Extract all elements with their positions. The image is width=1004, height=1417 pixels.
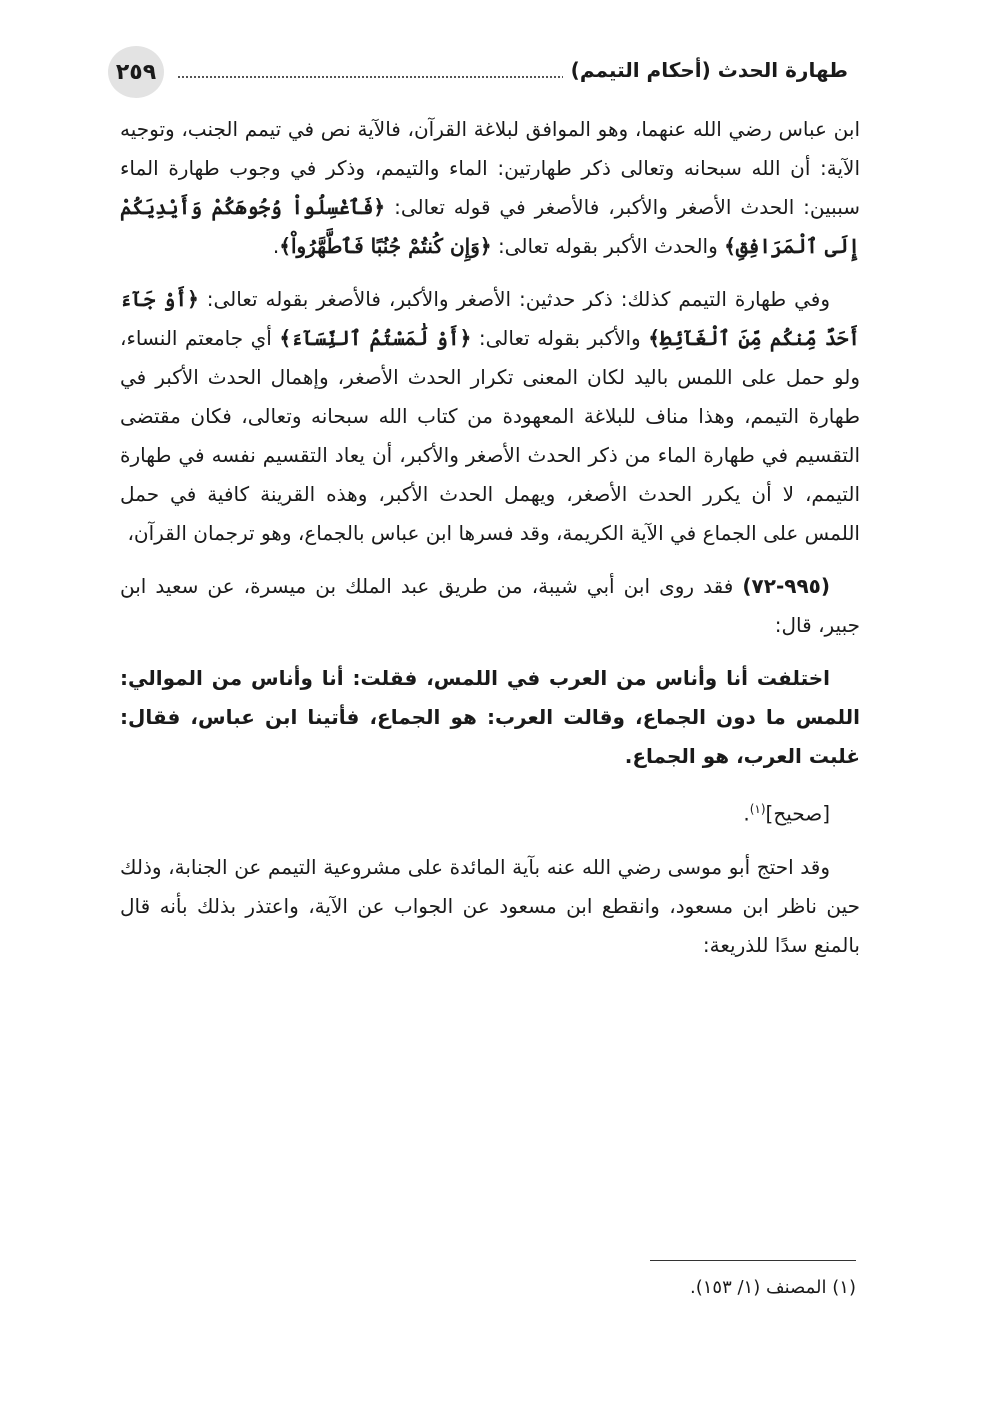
page-number: ٢٥٩ (108, 46, 164, 98)
grading-end: . (743, 801, 750, 826)
page-header (108, 46, 848, 98)
paragraph-3 (120, 567, 860, 645)
running-title: طهارة الحدث (أحكام التيمم) (563, 58, 848, 82)
main-text (120, 110, 860, 979)
paragraph-1-text: ابن عباس رضي الله عنهما، وهو الموافق لبلاغة القرآن، فالآية نص في تيمم الجنب، وتوجيه الآية: أن الله سبحانه وتعالى ذكر طهارتين: الماء والتيمم، وذكر في وجوب طهارة الماء سببين: الحدث الأصغر والأكبر، فالأصغر في قوله تعالى: (120, 117, 860, 219)
paragraph-1-end: . (272, 234, 280, 258)
footnote-text: المصنف (١/ ١٥٣). (689, 1277, 827, 1298)
paragraph-1 (120, 110, 860, 266)
quran-quote: ﴿وَإِن كُنتُمْ جُنُبًا فَٱطَّهَّرُواْ﴾ (279, 234, 492, 258)
paragraph-2-mid: والأكبر بقوله تعالى: (478, 326, 641, 350)
paragraph-1-mid: والحدث الأكبر بقوله تعالى: (497, 234, 718, 258)
hadith-number: (٩٩٥-٧٢) (742, 574, 831, 598)
hadith-text: اختلفت أنا وأناس من العرب في اللمس، فقلت: أنا وأناس من الموالي: اللمس ما دون الجماع، وقالت العرب: هو الجماع، فأتينا ابن عباس، فقال: غلبت العرب، هو الجماع. (120, 666, 860, 768)
paragraph-2-rest: أي جامعتم النساء، ولو حمل على اللمس باليد لكان المعنى تكرار الحدث الأصغر، وإهمال الحدث الأكبر في طهارة التيمم، وهذا مناف للبلاغة المعهودة من كتاب الله سبحانه وتعالى، فكان مقتضى التقسيم في طهارة الماء من ذكر الحدث الأصغر والأكبر، أن يعاد التقسيم نفسه في طهارة التيمم، لا أن يكرر الحدث الأصغر، ويهمل الحدث الأكبر، وهذه القرينة كافية في حمل اللمس على الجماع في الآية الكريمة، وقد فسرها ابن عباس بالجماع، وهو ترجمان القرآن، (120, 326, 860, 545)
quran-quote: ﴿أَوْ جَآءَ أَحَدٌ مِّنكُم مِّنَ ٱلْغَآئِطِ﴾ (120, 287, 861, 350)
quran-quote: ﴿فَٱغْسِلُواْ وُجُوهَكُمْ وَأَيْدِيَكُمْ إِلَى ٱلْمَرَافِقِ﴾ (120, 195, 860, 258)
footnote-ref: (١) (749, 802, 766, 816)
grading (120, 790, 860, 834)
paragraph-3-text: فقد روى ابن أبي شيبة، من طريق عبد الملك بن ميسرة، عن سعيد ابن جبير، قال: (120, 574, 860, 637)
paragraph-2 (120, 280, 860, 553)
quran-quote: ﴿أَوْ لَٰمَسْتُمُ ٱلنِّسَآءَ﴾ (279, 326, 472, 350)
paragraph-2-start: وفي طهارة التيمم كذلك: ذكر حدثين: الأصغر والأكبر، فالأصغر بقوله تعالى: (206, 287, 831, 311)
paragraph-6: وقد احتج أبو موسى رضي الله عنه بآية المائدة على مشروعية التيمم عن الجنابة، وذلك حين ناظر ابن مسعود، وانقطع ابن مسعود عن الجواب عن الآية، واعتذر بذلك بأنه قال بالمنع سدًا للذريعة: (120, 854, 860, 957)
grading-label: [صحيح] (765, 801, 830, 826)
footnote-1 (156, 1277, 856, 1298)
footnote-separator (650, 1260, 856, 1261)
footnote-marker: (١) (832, 1277, 856, 1298)
